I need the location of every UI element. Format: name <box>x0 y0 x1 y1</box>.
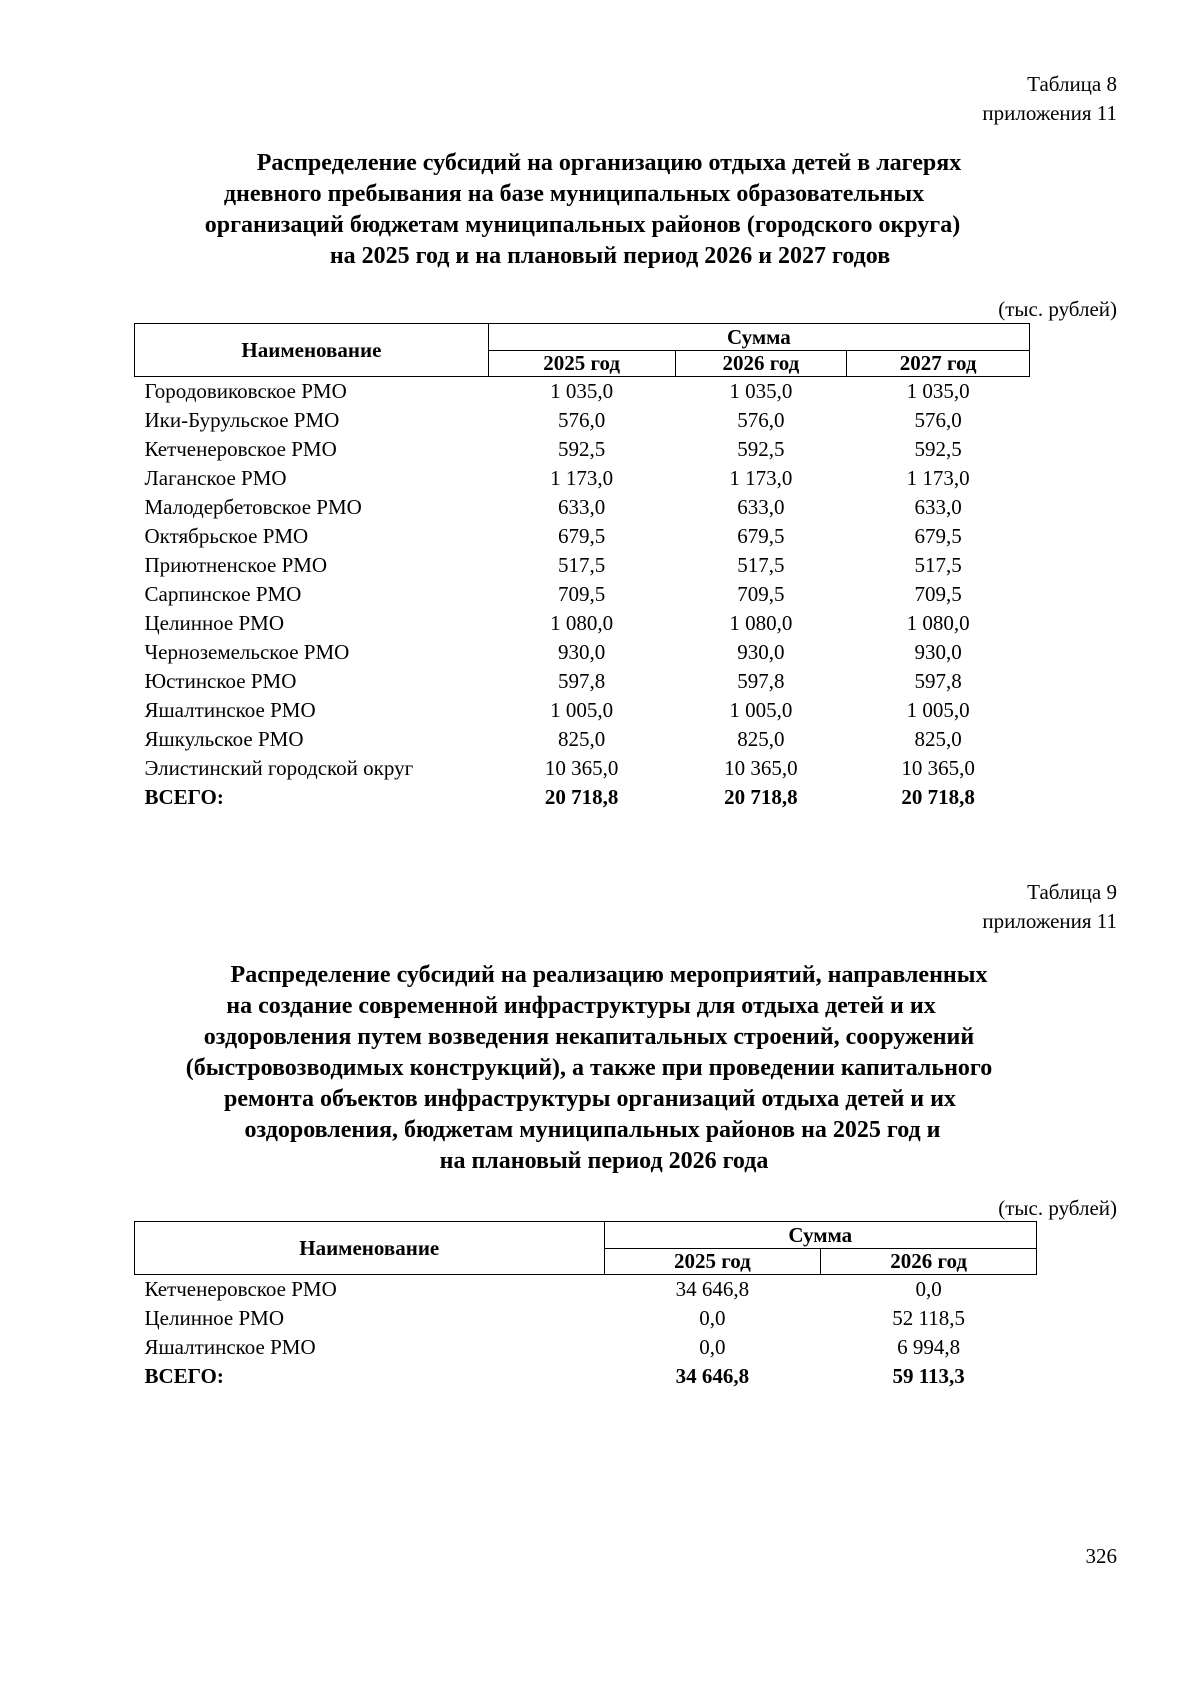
table9-title-line: на создание современной инфраструктуры для отдыха детей и их <box>226 993 936 1019</box>
row-value: 1 005,0 <box>906 698 970 722</box>
row-value: 0,0 <box>699 1306 726 1330</box>
row-value: 633,0 <box>914 495 962 519</box>
row-value: 1 080,0 <box>550 611 614 635</box>
table-row <box>135 609 1030 638</box>
row-name: Лаганское РМО <box>144 466 287 490</box>
row-value: 1 080,0 <box>906 611 970 635</box>
row-name: Целинное РМО <box>144 611 285 635</box>
row-value: 576,0 <box>737 408 785 432</box>
row-value: 517,5 <box>558 553 606 577</box>
table9-title <box>0 960 1200 1177</box>
table8-reference <box>982 70 1117 128</box>
row-value: 597,8 <box>737 669 785 693</box>
row-value: 6 994,8 <box>897 1335 961 1359</box>
row-name: Октябрьское РМО <box>144 524 309 548</box>
row-name: Элистинский городской округ <box>144 756 414 780</box>
row-value: 1 080,0 <box>729 611 793 635</box>
total-value: 20 718,8 <box>724 785 798 809</box>
row-value: 709,5 <box>558 582 606 606</box>
table9-title-line: (быстровозводимых конструкций), а также при проведении капитального <box>185 1055 993 1081</box>
row-value: 930,0 <box>737 640 785 664</box>
row-value: 633,0 <box>737 495 785 519</box>
total-row <box>135 1362 1037 1391</box>
total-value: 20 718,8 <box>901 785 975 809</box>
table9-title-line: ремонта объектов инфраструктуры организаций отдыха детей и их <box>224 1086 956 1112</box>
column-header-year: 2026 год <box>821 1249 1037 1275</box>
table9-title-line: оздоровления, бюджетам муниципальных районов на 2025 год и <box>244 1117 941 1143</box>
table9-unit: (тыс. рублей) <box>998 1196 1117 1220</box>
row-name: Черноземельское РМО <box>144 640 350 664</box>
table-row <box>135 406 1030 435</box>
row-value: 825,0 <box>914 727 962 751</box>
row-name: Яшалтинское РМО <box>144 1335 316 1359</box>
table-row <box>135 522 1030 551</box>
table-row <box>135 696 1030 725</box>
table8-appendix: приложения 11 <box>982 101 1117 125</box>
total-value: 20 718,8 <box>544 785 619 809</box>
row-name: Приютненское РМО <box>144 553 328 577</box>
row-name: Целинное РМО <box>144 1306 285 1330</box>
table-row <box>135 1333 1037 1362</box>
table8-number: Таблица 8 <box>1027 72 1117 96</box>
table8-title-line: организаций бюджетам муниципальных районов (городского округа) <box>204 212 961 238</box>
column-header-year: 2027 год <box>847 351 1030 377</box>
column-header-name: Наименование <box>135 1222 605 1275</box>
table9-number: Таблица 9 <box>1027 880 1117 904</box>
row-value: 576,0 <box>914 408 962 432</box>
row-value: 709,5 <box>737 582 785 606</box>
table-row <box>135 1304 1037 1333</box>
total-label: ВСЕГО: <box>144 1364 224 1388</box>
table-row <box>135 493 1030 522</box>
row-value: 1 035,0 <box>729 379 793 403</box>
table9-body <box>135 1275 1037 1392</box>
row-value: 1 005,0 <box>729 698 793 722</box>
row-value: 825,0 <box>558 727 606 751</box>
table8-title-line: Распределение субсидий на организацию отдыха детей в лагерях <box>256 150 962 176</box>
row-value: 1 173,0 <box>550 466 614 490</box>
table9-title-line: на плановый период 2026 года <box>439 1148 769 1174</box>
total-value: 59 113,3 <box>892 1364 965 1388</box>
row-value: 10 365,0 <box>544 756 619 780</box>
row-value: 930,0 <box>914 640 962 664</box>
row-value: 1 005,0 <box>550 698 614 722</box>
row-value: 592,5 <box>914 437 962 461</box>
row-value: 825,0 <box>737 727 785 751</box>
table-row <box>135 551 1030 580</box>
column-header-sum: Сумма <box>604 1222 1036 1249</box>
row-name: Сарпинское РМО <box>144 582 302 606</box>
row-value: 1 173,0 <box>906 466 970 490</box>
table-row <box>135 580 1030 609</box>
row-value: 679,5 <box>558 524 606 548</box>
row-value: 34 646,8 <box>675 1277 750 1301</box>
row-value: 576,0 <box>558 408 606 432</box>
table8-title-line: на 2025 год и на плановый период 2026 и 2027 годов <box>329 243 891 269</box>
row-value: 709,5 <box>914 582 962 606</box>
page-number: 326 <box>1085 1544 1117 1568</box>
table8 <box>134 323 1030 812</box>
column-header-year: 2026 год <box>675 351 847 377</box>
row-name: Кетченеровское РМО <box>144 437 337 461</box>
table-row <box>135 754 1030 783</box>
row-value: 1 035,0 <box>906 379 970 403</box>
row-value: 592,5 <box>737 437 785 461</box>
row-value: 597,8 <box>558 669 606 693</box>
table9-title-line: оздоровления путем возведения некапитальных строений, сооружений <box>203 1024 975 1050</box>
column-header-name: Наименование <box>135 324 489 377</box>
row-value: 597,8 <box>914 669 962 693</box>
table8-body <box>135 377 1030 813</box>
total-row <box>135 783 1030 812</box>
row-name: Яшкульское РМО <box>144 727 304 751</box>
row-value: 930,0 <box>558 640 606 664</box>
table9-reference <box>982 878 1117 936</box>
row-value: 1 173,0 <box>729 466 793 490</box>
row-value: 10 365,0 <box>901 756 975 780</box>
table9 <box>134 1221 1037 1391</box>
row-value: 633,0 <box>558 495 606 519</box>
total-value: 34 646,8 <box>675 1364 750 1388</box>
row-name: Малодербетовское РМО <box>144 495 362 519</box>
table-row <box>135 725 1030 754</box>
row-value: 592,5 <box>558 437 606 461</box>
table-row <box>135 638 1030 667</box>
table9-appendix: приложения 11 <box>982 909 1117 933</box>
total-label: ВСЕГО: <box>144 785 224 809</box>
table-row <box>135 1275 1037 1305</box>
table-row <box>135 464 1030 493</box>
table-row <box>135 435 1030 464</box>
row-value: 0,0 <box>915 1277 942 1301</box>
row-name: Ики-Бурульское РМО <box>144 408 340 432</box>
table9-title-line: Распределение субсидий на реализацию мероприятий, направленных <box>230 962 988 988</box>
row-value: 10 365,0 <box>724 756 798 780</box>
table-row <box>135 377 1030 407</box>
row-name: Кетченеровское РМО <box>144 1277 337 1301</box>
row-value: 517,5 <box>737 553 785 577</box>
row-name: Яшалтинское РМО <box>144 698 316 722</box>
row-value: 52 118,5 <box>892 1306 965 1330</box>
row-value: 1 035,0 <box>550 379 614 403</box>
row-name: Городовиковское РМО <box>144 379 347 403</box>
row-value: 0,0 <box>699 1335 726 1359</box>
row-value: 679,5 <box>914 524 962 548</box>
row-value: 679,5 <box>737 524 785 548</box>
row-value: 517,5 <box>914 553 962 577</box>
row-name: Юстинское РМО <box>144 669 297 693</box>
table8-unit: (тыс. рублей) <box>998 297 1117 321</box>
table-row <box>135 667 1030 696</box>
table8-title <box>0 148 1200 272</box>
table8-title-line: дневного пребывания на базе муниципальных образовательных <box>223 181 925 207</box>
column-header-year: 2025 год <box>604 1249 821 1275</box>
column-header-sum: Сумма <box>488 324 1029 351</box>
column-header-year: 2025 год <box>488 351 675 377</box>
